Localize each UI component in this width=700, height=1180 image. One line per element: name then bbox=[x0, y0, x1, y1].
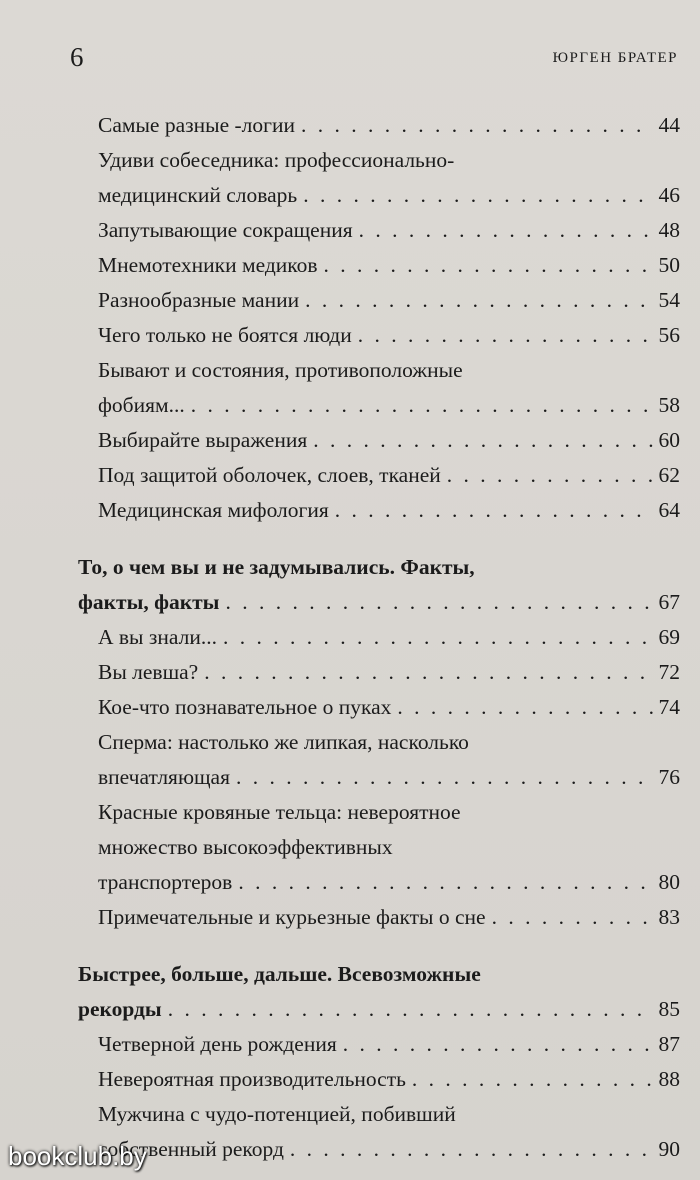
toc-page-number: 72 bbox=[658, 660, 680, 684]
toc-entry-title: множество высокоэффективных bbox=[98, 835, 393, 859]
toc-entry-title: Быстрее, больше, дальше. Всевозможные bbox=[78, 962, 481, 986]
toc-entry-title: Разнообразные мании bbox=[98, 288, 300, 312]
dot-leader bbox=[492, 900, 653, 935]
toc-entry-title: впечатляющая bbox=[98, 765, 230, 789]
toc-entry bbox=[98, 795, 680, 900]
dot-leader bbox=[359, 213, 653, 248]
toc-entry-title: Бывают и состояния, противоположные bbox=[98, 358, 463, 382]
toc-entry-title: Выбирайте выражения bbox=[98, 428, 308, 452]
toc-entry bbox=[98, 353, 680, 423]
toc-page-number: 67 bbox=[658, 590, 680, 614]
toc-entry-title: Самые разные -логии bbox=[98, 113, 295, 137]
toc-entry bbox=[98, 655, 680, 690]
toc-entry bbox=[98, 493, 680, 528]
toc-entry-title: Невероятная производительность bbox=[98, 1067, 406, 1091]
toc-entry bbox=[98, 248, 680, 283]
toc-section-heading bbox=[78, 957, 680, 1027]
toc-page-number: 56 bbox=[658, 323, 680, 347]
toc-entry-title: Мужчина с чудо-потенцией, побивший bbox=[98, 1102, 456, 1126]
running-head: ЮРГЕН БРАТЕР bbox=[552, 50, 678, 66]
toc-entry bbox=[98, 690, 680, 725]
dot-leader bbox=[335, 493, 653, 528]
toc-page-number: 90 bbox=[658, 1137, 680, 1161]
page-number: 6 bbox=[70, 42, 84, 72]
dot-leader bbox=[305, 283, 652, 318]
toc-section-heading bbox=[78, 550, 680, 620]
toc-page-number: 44 bbox=[658, 113, 680, 137]
toc-entry-title: Четверной день рождения bbox=[98, 1032, 337, 1056]
toc-entry-title: Кое-что познавательное о пуках bbox=[98, 695, 392, 719]
toc-entry bbox=[98, 1027, 680, 1062]
toc-page-number: 54 bbox=[658, 288, 680, 312]
watermark: bookclub.by bbox=[8, 1141, 147, 1171]
dot-leader bbox=[303, 178, 652, 213]
toc-entry-title: Под защитой оболочек, слоев, тканей bbox=[98, 463, 441, 487]
toc-entry bbox=[98, 1097, 680, 1167]
toc-entry-title: Мнемотехники медиков bbox=[98, 253, 318, 277]
dot-leader bbox=[343, 1027, 653, 1062]
toc-entry-title: А вы знали... bbox=[98, 625, 217, 649]
toc-entry-title: Красные кровяные тельца: невероятное bbox=[98, 800, 461, 824]
toc-entry-title: Запутывающие сокращения bbox=[98, 218, 353, 242]
toc-entry-title: факты, факты bbox=[78, 590, 220, 614]
toc-page-number: 62 bbox=[658, 463, 680, 487]
dot-leader bbox=[412, 1062, 653, 1097]
toc-page-number: 88 bbox=[658, 1067, 680, 1091]
dot-leader bbox=[223, 620, 653, 655]
toc-entry-title: Медицинская мифология bbox=[98, 498, 329, 522]
toc-entry-title: фобиям... bbox=[98, 393, 185, 417]
dot-leader bbox=[191, 388, 653, 423]
toc-entry-title: медицинский словарь bbox=[98, 183, 298, 207]
dot-leader bbox=[397, 690, 652, 725]
toc-page-number: 58 bbox=[658, 393, 680, 417]
toc-entry bbox=[98, 1062, 680, 1097]
toc-entry bbox=[98, 725, 680, 795]
toc-entry-title: Сперма: настолько же липкая, насколько bbox=[98, 730, 469, 754]
toc-entry-title: Вы левша? bbox=[98, 660, 199, 684]
toc-page-number: 74 bbox=[658, 695, 680, 719]
toc-entry bbox=[98, 423, 680, 458]
toc-entry bbox=[98, 213, 680, 248]
toc-page-number: 76 bbox=[658, 765, 680, 789]
table-of-contents bbox=[78, 108, 680, 1167]
toc-page-number: 64 bbox=[658, 498, 680, 522]
toc-entry-title: транспортеров bbox=[98, 870, 233, 894]
toc-page-number: 69 bbox=[658, 625, 680, 649]
dot-leader bbox=[324, 248, 653, 283]
dot-leader bbox=[225, 585, 652, 620]
toc-page-number: 50 bbox=[658, 253, 680, 277]
toc-entry bbox=[98, 900, 680, 935]
toc-entry bbox=[98, 283, 680, 318]
toc-entry-title: собственный рекорд bbox=[98, 1137, 284, 1161]
toc-page-number: 85 bbox=[658, 997, 680, 1021]
dot-leader bbox=[313, 423, 652, 458]
toc-page-number: 83 bbox=[658, 905, 680, 929]
toc-page-number: 60 bbox=[658, 428, 680, 452]
toc-entry-title: рекорды bbox=[78, 997, 162, 1021]
toc-entry-title: То, о чем вы и не задумывались. Факты, bbox=[78, 555, 475, 579]
toc-entry-title: Удиви собеседника: профессионально- bbox=[98, 148, 455, 172]
dot-leader bbox=[447, 458, 653, 493]
dot-leader bbox=[290, 1132, 653, 1167]
toc-entry bbox=[98, 143, 680, 213]
dot-leader bbox=[301, 108, 653, 143]
toc-page-number: 46 bbox=[658, 183, 680, 207]
dot-leader bbox=[238, 865, 652, 900]
dot-leader bbox=[358, 318, 653, 353]
dot-leader bbox=[168, 992, 653, 1027]
toc-page-number: 80 bbox=[658, 870, 680, 894]
toc-page-number: 87 bbox=[658, 1032, 680, 1056]
toc-entry-title: Чего только не боятся люди bbox=[98, 323, 352, 347]
toc-entry-title: Примечательные и курьезные факты о сне bbox=[98, 905, 486, 929]
dot-leader bbox=[236, 760, 653, 795]
toc-entry bbox=[98, 620, 680, 655]
toc-entry bbox=[98, 108, 680, 143]
dot-leader bbox=[204, 655, 652, 690]
toc-entry bbox=[98, 318, 680, 353]
toc-page-number: 48 bbox=[658, 218, 680, 242]
toc-entry bbox=[98, 458, 680, 493]
